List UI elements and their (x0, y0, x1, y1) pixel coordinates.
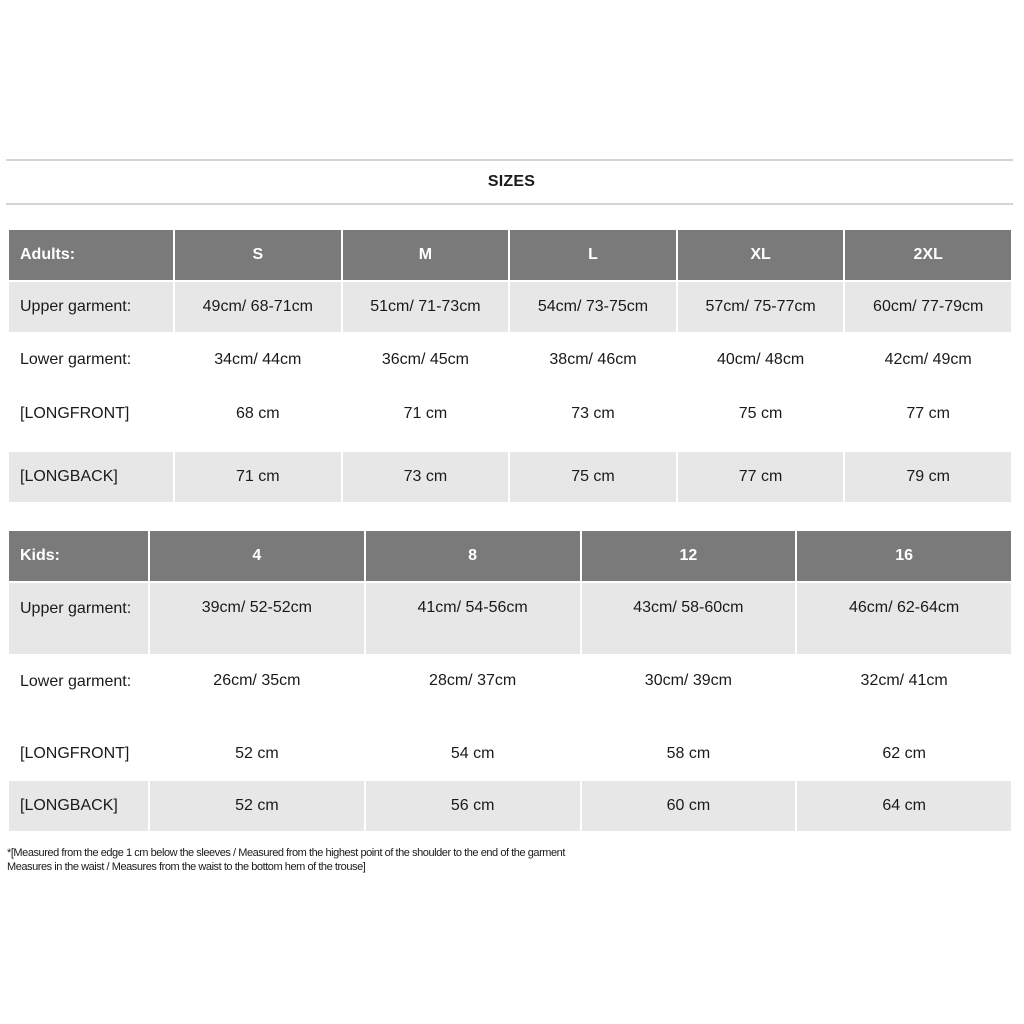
kids-header-label: Kids: (9, 531, 148, 581)
table-row (9, 282, 1011, 332)
table-cell: 77 cm (845, 388, 1011, 440)
table-cell: 54cm/ 73-75cm (510, 282, 676, 332)
table-cell: 52 cm (150, 729, 364, 779)
size-header-4: 4 (150, 531, 364, 581)
table-cell: 79 cm (845, 452, 1011, 502)
adults-size-table (7, 228, 1013, 504)
kids-size-table (7, 529, 1013, 833)
table-cell: 58 cm (582, 729, 796, 779)
table-cell: 43cm/ 58-60cm (582, 583, 796, 654)
table-cell: 73 cm (510, 388, 676, 440)
table-cell: 26cm/ 35cm (150, 656, 364, 727)
table-cell: 42cm/ 49cm (845, 334, 1011, 386)
table-cell: 62 cm (797, 729, 1011, 779)
size-header-8: 8 (366, 531, 580, 581)
table-row (9, 334, 1011, 386)
table-cell: 51cm/ 71-73cm (343, 282, 509, 332)
table-cell: 30cm/ 39cm (582, 656, 796, 727)
footnote-line-1: *[Measured from the edge 1 cm below the sleeves / Measured from the highest point of the shoulder to the end of the garment (7, 847, 565, 859)
row-label: [LONGFRONT] (9, 388, 173, 440)
table-cell: 32cm/ 41cm (797, 656, 1011, 727)
footnote (7, 846, 565, 874)
table-cell: 36cm/ 45cm (343, 334, 509, 386)
size-header-s: S (175, 230, 341, 280)
table-row (9, 452, 1011, 502)
table-cell: 38cm/ 46cm (510, 334, 676, 386)
title-band (6, 159, 1013, 205)
table-cell: 40cm/ 48cm (678, 334, 844, 386)
size-header-xl: XL (678, 230, 844, 280)
row-label: [LONGFRONT] (9, 729, 148, 779)
row-label: [LONGBACK] (9, 452, 173, 502)
table-cell: 52 cm (150, 781, 364, 831)
table-cell: 60 cm (582, 781, 796, 831)
table-cell: 68 cm (175, 388, 341, 440)
table-cell: 75 cm (510, 452, 676, 502)
kids-header-row (9, 531, 1011, 581)
table-cell: 54 cm (366, 729, 580, 779)
table-cell: 49cm/ 68-71cm (175, 282, 341, 332)
size-header-l: L (510, 230, 676, 280)
footnote-line-2: Measures in the waist / Measures from the waist to the bottom hem of the trouse] (7, 861, 366, 873)
size-header-12: 12 (582, 531, 796, 581)
table-cell: 41cm/ 54-56cm (366, 583, 580, 654)
table-row (9, 729, 1011, 779)
row-label: Upper garment: (9, 282, 173, 332)
table-cell: 60cm/ 77-79cm (845, 282, 1011, 332)
size-header-2xl: 2XL (845, 230, 1011, 280)
row-label: Lower garment: (9, 334, 173, 386)
size-header-m: M (343, 230, 509, 280)
table-row (9, 781, 1011, 831)
table-cell: 75 cm (678, 388, 844, 440)
page-title: SIZES (487, 173, 536, 190)
table-cell: 77 cm (678, 452, 844, 502)
adults-header-label: Adults: (9, 230, 173, 280)
table-row (9, 388, 1011, 440)
adults-header-row (9, 230, 1011, 280)
table-cell: 71 cm (175, 452, 341, 502)
table-cell: 34cm/ 44cm (175, 334, 341, 386)
size-header-16: 16 (797, 531, 1011, 581)
table-cell: 73 cm (343, 452, 509, 502)
table-cell: 46cm/ 62-64cm (797, 583, 1011, 654)
table-cell: 28cm/ 37cm (366, 656, 580, 727)
row-spacer (9, 442, 1011, 450)
table-cell: 39cm/ 52-52cm (150, 583, 364, 654)
table-cell: 64 cm (797, 781, 1011, 831)
spacer-cell (9, 442, 1011, 450)
table-cell: 71 cm (343, 388, 509, 440)
table-row (9, 656, 1011, 727)
table-cell: 56 cm (366, 781, 580, 831)
row-label: Upper garment: (9, 583, 148, 654)
table-row (9, 583, 1011, 654)
table-cell: 57cm/ 75-77cm (678, 282, 844, 332)
row-label: Lower garment: (9, 656, 148, 727)
row-label: [LONGBACK] (9, 781, 148, 831)
